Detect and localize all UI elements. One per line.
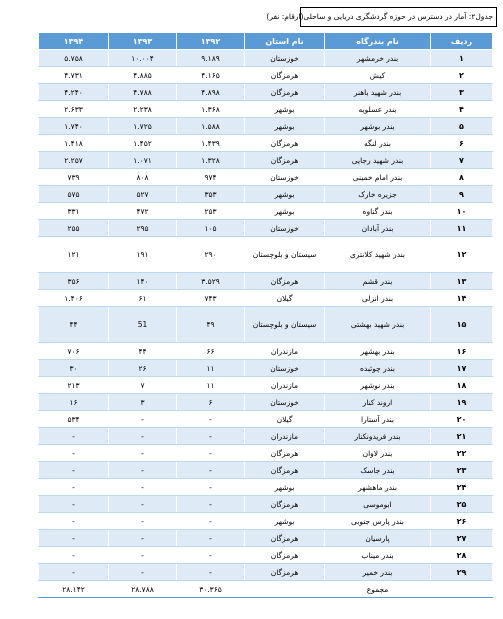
province-cell: هرمزگان xyxy=(245,462,325,479)
year-1392-cell: ۱.۳۶۸ xyxy=(177,101,245,118)
table-row xyxy=(39,152,493,169)
year-1392-cell: ۳۵۳ xyxy=(177,186,245,203)
port-name-cell: بندر فریدونکنار xyxy=(325,428,431,445)
table-row xyxy=(39,411,493,428)
port-name-cell: پارسیان xyxy=(325,530,431,547)
year-1393-cell: - xyxy=(109,462,177,479)
year-1392-cell: - xyxy=(177,564,245,581)
table-row xyxy=(39,203,493,220)
table-row xyxy=(39,101,493,118)
port-name-cell: بندر نوشهر xyxy=(325,377,431,394)
year-1393-cell: ۴۴ xyxy=(109,343,177,360)
year-1392-cell: ۲۹۰ xyxy=(177,237,245,273)
year-1393-cell: ۲۶ xyxy=(109,360,177,377)
port-name-cell: بندر پارس جنوبی xyxy=(325,513,431,530)
row-number-cell: ۱۱ xyxy=(431,220,493,237)
year-1394-cell: ۳۵۶ xyxy=(39,273,109,290)
row-number-cell: ۸ xyxy=(431,169,493,186)
year-1392-cell: - xyxy=(177,496,245,513)
province-cell: هرمزگان xyxy=(245,547,325,564)
port-name-cell: بندر جاسک xyxy=(325,462,431,479)
province-cell: خوزستان xyxy=(245,220,325,237)
year-1392-cell: ۱۱ xyxy=(177,377,245,394)
table-row xyxy=(39,343,493,360)
table-row xyxy=(39,496,493,513)
province-cell: گیلان xyxy=(245,411,325,428)
port-name-cell: بندر لنگه xyxy=(325,135,431,152)
year-1393-cell: - xyxy=(109,411,177,428)
year-1394-cell: - xyxy=(39,479,109,496)
row-number-cell: ۲۸ xyxy=(431,547,493,564)
port-name-cell: بندر شهید کلانتری xyxy=(325,237,431,273)
table-row xyxy=(39,377,493,394)
row-number-cell: ۴ xyxy=(431,101,493,118)
province-cell: سیستان و بلوچستان xyxy=(245,307,325,343)
header-row-number: ردیف xyxy=(431,33,493,50)
row-number-cell: ۱۸ xyxy=(431,377,493,394)
year-1392-cell: ۴.۸۹۸ xyxy=(177,84,245,101)
province-cell: بوشهر xyxy=(245,186,325,203)
year-1394-cell: ۱.۴۱۸ xyxy=(39,135,109,152)
table-row xyxy=(39,118,493,135)
year-1393-cell: - xyxy=(109,513,177,530)
province-cell: هرمزگان xyxy=(245,273,325,290)
row-number-cell: ۱۹ xyxy=(431,394,493,411)
province-cell: خوزستان xyxy=(245,169,325,186)
year-1393-cell: ۷ xyxy=(109,377,177,394)
table-row xyxy=(39,135,493,152)
row-number-cell: ۳ xyxy=(431,84,493,101)
header-year-1392: ۱۳۹۲ xyxy=(177,33,245,50)
table-row xyxy=(39,428,493,445)
year-1392-cell: - xyxy=(177,513,245,530)
year-1394-cell: - xyxy=(39,547,109,564)
total-year-1393-cell: ۲۸.۷۸۸ xyxy=(109,581,177,598)
year-1393-cell: ۴۷۲ xyxy=(109,203,177,220)
port-name-cell: بندر شهید رجایی xyxy=(325,152,431,169)
row-number-cell: ۶ xyxy=(431,135,493,152)
table-header-row xyxy=(39,33,493,50)
row-number-cell: ۲۵ xyxy=(431,496,493,513)
year-1393-cell: - xyxy=(109,496,177,513)
year-1394-cell: ۲۱۳ xyxy=(39,377,109,394)
row-number-cell: ۱ xyxy=(431,50,493,67)
row-number-cell: ۲۴ xyxy=(431,479,493,496)
header-year-1393: ۱۳۹۳ xyxy=(109,33,177,50)
year-1394-cell: - xyxy=(39,564,109,581)
year-1393-cell: ۱۰.۰۰۴ xyxy=(109,50,177,67)
year-1394-cell: ۴۴ xyxy=(39,307,109,343)
table-row xyxy=(39,394,493,411)
row-number-cell: ۲۹ xyxy=(431,564,493,581)
table-total-row xyxy=(39,581,493,598)
port-name-cell: ابوموسی xyxy=(325,496,431,513)
port-name-cell: اروند کنار xyxy=(325,394,431,411)
year-1392-cell: - xyxy=(177,530,245,547)
table-row xyxy=(39,67,493,84)
year-1394-cell: ۴.۲۴۰ xyxy=(39,84,109,101)
year-1392-cell: - xyxy=(177,462,245,479)
province-cell: بوشهر xyxy=(245,513,325,530)
year-1394-cell: - xyxy=(39,462,109,479)
year-1394-cell: ۲.۶۳۳ xyxy=(39,101,109,118)
port-name-cell: بندر خرمشهر xyxy=(325,50,431,67)
province-cell: هرمزگان xyxy=(245,564,325,581)
year-1392-cell: - xyxy=(177,411,245,428)
year-1393-cell: ۶۱ xyxy=(109,290,177,307)
port-name-cell: بندر شهید باهنر xyxy=(325,84,431,101)
table-row xyxy=(39,445,493,462)
province-cell: هرمزگان xyxy=(245,84,325,101)
year-1393-cell: ۸۰۸ xyxy=(109,169,177,186)
year-1392-cell: ۷۴۳ xyxy=(177,290,245,307)
port-name-cell: بندر خمیر xyxy=(325,564,431,581)
year-1394-cell: ۵۳۴ xyxy=(39,411,109,428)
year-1392-cell: ۶۶ xyxy=(177,343,245,360)
port-name-cell: بندر شهید بهشتی xyxy=(325,307,431,343)
table-row xyxy=(39,547,493,564)
province-cell: خوزستان xyxy=(245,50,325,67)
year-1392-cell: - xyxy=(177,479,245,496)
row-number-cell: ۱۰ xyxy=(431,203,493,220)
total-empty-cell xyxy=(245,581,325,598)
province-cell: هرمزگان xyxy=(245,530,325,547)
year-1393-cell: - xyxy=(109,445,177,462)
year-1393-cell: 51 xyxy=(109,307,177,343)
province-cell: هرمزگان xyxy=(245,496,325,513)
year-1393-cell: - xyxy=(109,564,177,581)
row-number-cell: ۱۴ xyxy=(431,290,493,307)
table-row xyxy=(39,186,493,203)
year-1392-cell: ۱.۳۲۸ xyxy=(177,152,245,169)
year-1393-cell: - xyxy=(109,530,177,547)
row-number-cell: ۲۱ xyxy=(431,428,493,445)
table-row xyxy=(39,360,493,377)
province-cell: بوشهر xyxy=(245,203,325,220)
province-cell: هرمزگان xyxy=(245,67,325,84)
row-number-cell: ۲۰ xyxy=(431,411,493,428)
year-1393-cell: ۵۲۷ xyxy=(109,186,177,203)
year-1392-cell: ۴۹ xyxy=(177,307,245,343)
table-row xyxy=(39,237,493,273)
port-name-cell: بندر گناوه xyxy=(325,203,431,220)
year-1394-cell: ۷۳۹ xyxy=(39,169,109,186)
year-1392-cell: - xyxy=(177,547,245,564)
port-name-cell: بندر ماهشهر xyxy=(325,479,431,496)
year-1392-cell: ۳.۵۲۹ xyxy=(177,273,245,290)
row-number-cell: ۲۶ xyxy=(431,513,493,530)
year-1394-cell: - xyxy=(39,445,109,462)
year-1392-cell: ۴.۱۶۵ xyxy=(177,67,245,84)
table-row xyxy=(39,290,493,307)
row-number-cell: ۱۷ xyxy=(431,360,493,377)
row-number-cell: ۹ xyxy=(431,186,493,203)
province-cell: مازندران xyxy=(245,343,325,360)
port-name-cell: بندر لاوان xyxy=(325,445,431,462)
province-cell: بوشهر xyxy=(245,101,325,118)
year-1392-cell: - xyxy=(177,445,245,462)
province-cell: هرمزگان xyxy=(245,135,325,152)
year-1392-cell: ۱.۴۳۹ xyxy=(177,135,245,152)
year-1393-cell: ۱.۴۵۲ xyxy=(109,135,177,152)
port-name-cell: بندر چوئبده xyxy=(325,360,431,377)
year-1393-cell: ۱.۰۷۱ xyxy=(109,152,177,169)
year-1394-cell: ۲.۲۵۷ xyxy=(39,152,109,169)
row-number-cell: ۲۷ xyxy=(431,530,493,547)
year-1393-cell: - xyxy=(109,479,177,496)
port-name-cell: بندر بهشهر xyxy=(325,343,431,360)
table-row xyxy=(39,273,493,290)
year-1392-cell: ۱۱ xyxy=(177,360,245,377)
province-cell: بوشهر xyxy=(245,479,325,496)
port-name-cell: بندر میناب xyxy=(325,547,431,564)
port-name-cell: بندر انزلی xyxy=(325,290,431,307)
year-1394-cell: ۴.۷۳۱ xyxy=(39,67,109,84)
row-number-cell: ۲ xyxy=(431,67,493,84)
port-name-cell: بندر آبادان xyxy=(325,220,431,237)
province-cell: هرمزگان xyxy=(245,152,325,169)
port-tourism-table xyxy=(38,32,493,598)
year-1394-cell: ۵.۷۵۸ xyxy=(39,50,109,67)
province-cell: هرمزگان xyxy=(245,445,325,462)
header-year-1394: ۱۳۹۴ xyxy=(39,33,109,50)
row-number-cell: ۱۵ xyxy=(431,307,493,343)
year-1392-cell: ۹.۱۸۹ xyxy=(177,50,245,67)
port-tourism-table-container xyxy=(38,32,492,598)
year-1394-cell: ۱.۴۰۶ xyxy=(39,290,109,307)
year-1394-cell: ۵۷۵ xyxy=(39,186,109,203)
row-number-cell: ۱۳ xyxy=(431,273,493,290)
year-1393-cell: ۱۴۰ xyxy=(109,273,177,290)
year-1392-cell: - xyxy=(177,428,245,445)
row-number-cell: ۱۶ xyxy=(431,343,493,360)
row-number-cell: ۵ xyxy=(431,118,493,135)
year-1394-cell: ۳۰ xyxy=(39,360,109,377)
port-name-cell: بندر امام خمینی xyxy=(325,169,431,186)
table-row xyxy=(39,307,493,343)
year-1392-cell: ۱.۵۸۸ xyxy=(177,118,245,135)
year-1393-cell: ۲.۲۳۸ xyxy=(109,101,177,118)
port-name-cell: بندر آستارا xyxy=(325,411,431,428)
row-number-cell: ۱۲ xyxy=(431,237,493,273)
year-1393-cell: ۴.۷۸۸ xyxy=(109,84,177,101)
province-cell: خوزستان xyxy=(245,360,325,377)
year-1393-cell: ۴.۸۸۵ xyxy=(109,67,177,84)
table-row xyxy=(39,564,493,581)
year-1393-cell: ۳ xyxy=(109,394,177,411)
table-caption: جدول۲: آمار در دسترس در حوزه گردشگری دریایی و ساحلی(ارقام: نفر) xyxy=(300,7,497,27)
year-1393-cell: ۲۹۵ xyxy=(109,220,177,237)
year-1393-cell: - xyxy=(109,428,177,445)
total-year-1394-cell: ۲۸.۱۴۲ xyxy=(39,581,109,598)
table-row xyxy=(39,530,493,547)
total-empty-cell xyxy=(431,581,493,598)
table-body xyxy=(39,50,493,598)
port-name-cell: کیش xyxy=(325,67,431,84)
header-port-name: نام بندرگاه xyxy=(325,33,431,50)
table-row xyxy=(39,462,493,479)
year-1392-cell: ۶ xyxy=(177,394,245,411)
province-cell: خوزستان xyxy=(245,394,325,411)
table-row xyxy=(39,169,493,186)
table-row xyxy=(39,84,493,101)
province-cell: بوشهر xyxy=(245,118,325,135)
row-number-cell: ۲۳ xyxy=(431,462,493,479)
year-1394-cell: ۱.۷۴۰ xyxy=(39,118,109,135)
year-1394-cell: - xyxy=(39,428,109,445)
header-province: نام استان xyxy=(245,33,325,50)
year-1392-cell: ۹۷۴ xyxy=(177,169,245,186)
year-1393-cell: ۱.۷۲۵ xyxy=(109,118,177,135)
table-row xyxy=(39,220,493,237)
year-1394-cell: - xyxy=(39,530,109,547)
year-1392-cell: ۱۰۵ xyxy=(177,220,245,237)
year-1394-cell: - xyxy=(39,513,109,530)
year-1394-cell: - xyxy=(39,496,109,513)
year-1394-cell: ۱۶ xyxy=(39,394,109,411)
table-row xyxy=(39,479,493,496)
row-number-cell: ۲۲ xyxy=(431,445,493,462)
year-1394-cell: ۲۵۵ xyxy=(39,220,109,237)
year-1394-cell: ۷۰۶ xyxy=(39,343,109,360)
year-1392-cell: ۲۵۳ xyxy=(177,203,245,220)
table-row xyxy=(39,513,493,530)
year-1394-cell: ۳۳۱ xyxy=(39,203,109,220)
province-cell: گیلان xyxy=(245,290,325,307)
port-name-cell: بندر قشم xyxy=(325,273,431,290)
province-cell: سیستان و بلوچستان xyxy=(245,237,325,273)
total-year-1392-cell: ۳۰.۳۶۵ xyxy=(177,581,245,598)
port-name-cell: جزیره خارک xyxy=(325,186,431,203)
table-row xyxy=(39,50,493,67)
port-name-cell: بندر بوشهر xyxy=(325,118,431,135)
year-1393-cell: - xyxy=(109,547,177,564)
year-1394-cell: ۱۲۱ xyxy=(39,237,109,273)
row-number-cell: ۷ xyxy=(431,152,493,169)
port-name-cell: بندر عسلویه xyxy=(325,101,431,118)
year-1393-cell: ۱۹۱ xyxy=(109,237,177,273)
province-cell: مازندران xyxy=(245,428,325,445)
total-label-cell: مجموع xyxy=(325,581,431,598)
province-cell: مازندران xyxy=(245,377,325,394)
